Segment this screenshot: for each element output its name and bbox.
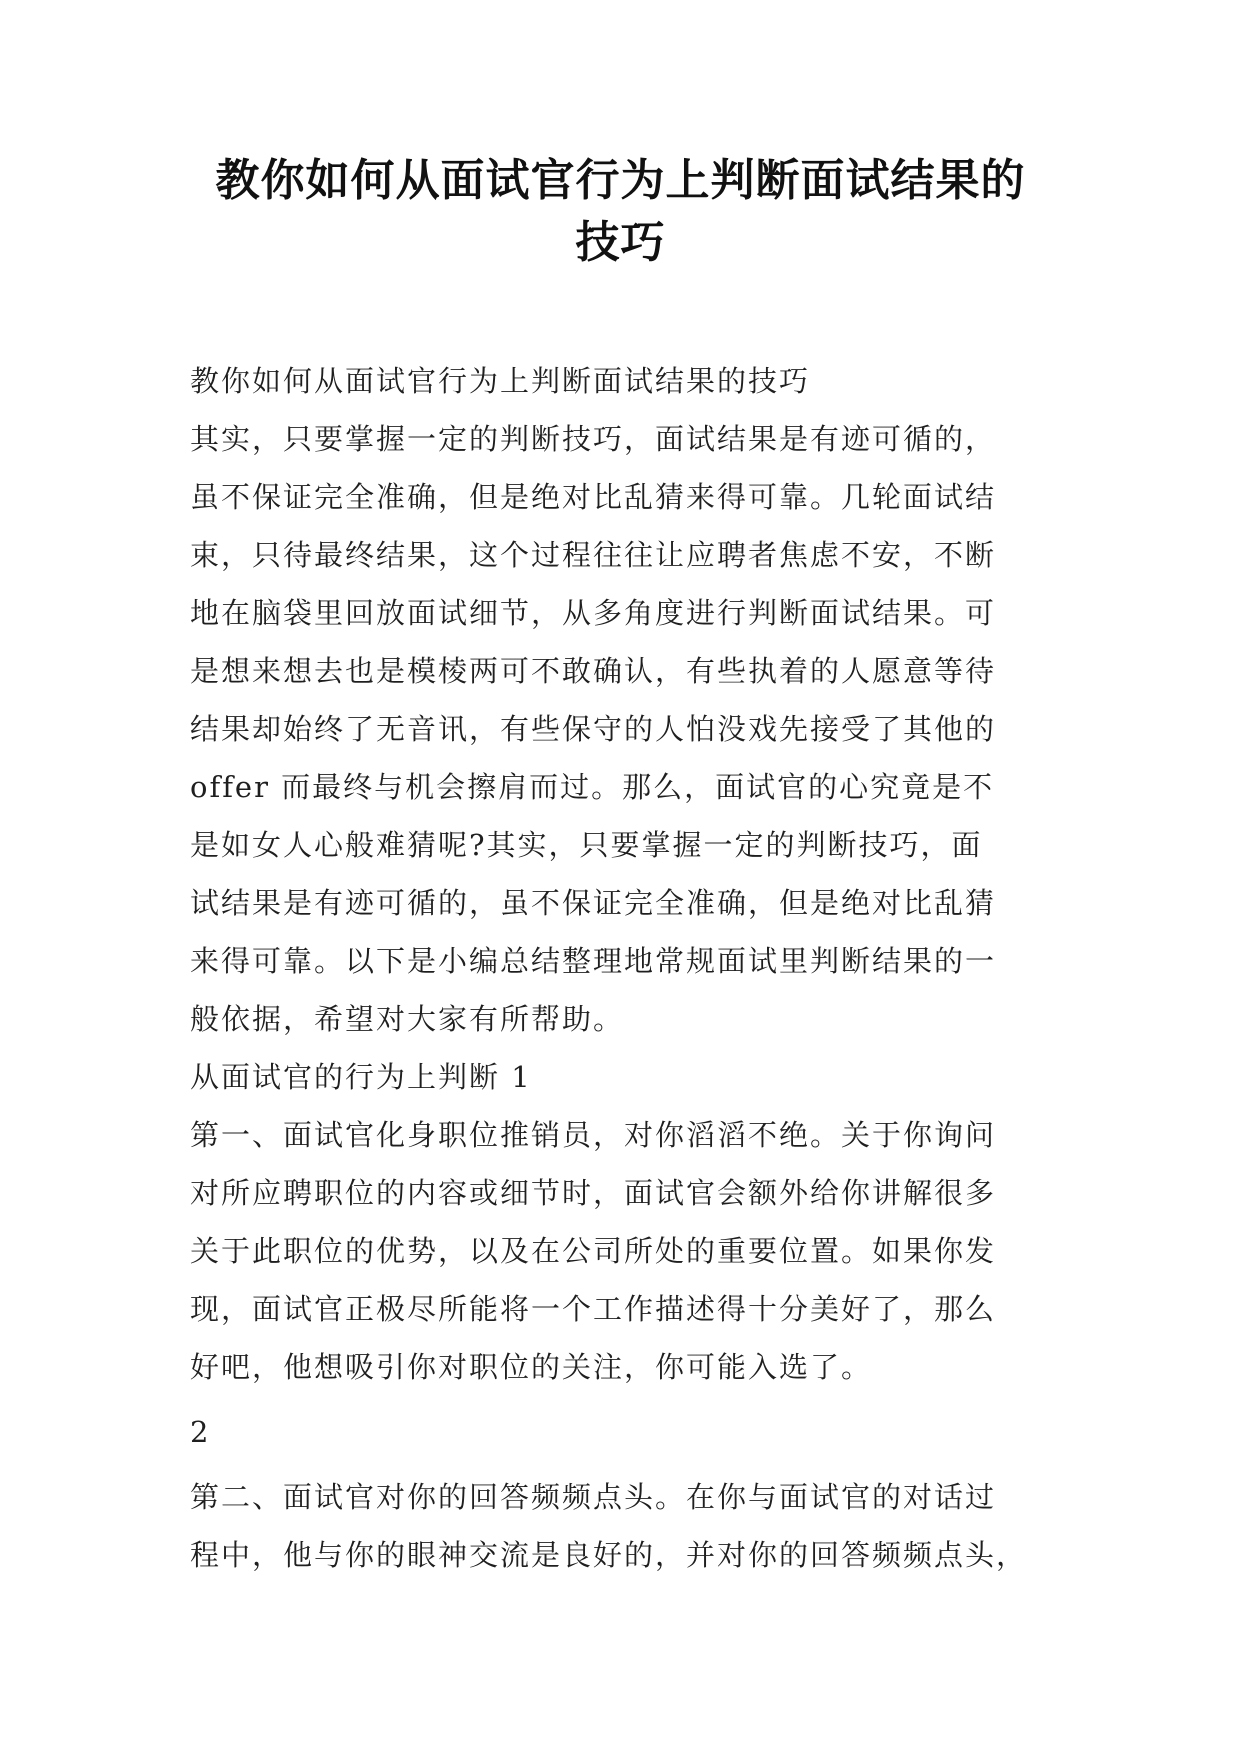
paragraph-line: 程中，他与你的眼神交流是良好的，并对你的回答频频点头， [190, 1538, 1028, 1572]
paragraph-line: 关于此职位的优势，以及在公司所处的重要位置。如果你发 [190, 1234, 997, 1268]
paragraph-line: 好吧，他想吸引你对职位的关注，你可能入选了。 [190, 1350, 873, 1384]
document-body [190, 352, 1070, 1584]
section-heading: 从面试官的行为上判断 1 [190, 1060, 532, 1094]
paragraph-line: 地在脑袋里回放面试细节，从多角度进行判断面试结果。可 [190, 596, 997, 630]
paragraph-line: 是如女人心般难猜呢?其实，只要掌握一定的判断技巧，面 [190, 828, 983, 862]
paragraph-line: 是想来想去也是模棱两可不敢确认，有些执着的人愿意等待 [190, 654, 997, 688]
paragraph-line: 虽不保证完全准确，但是绝对比乱猜来得可靠。几轮面试结 [190, 480, 997, 514]
paragraph-line: offer 而最终与机会擦肩而过。那么，面试官的心究竟是不 [190, 770, 995, 804]
document-title [0, 150, 1241, 274]
paragraph-line: 其实，只要掌握一定的判断技巧，面试结果是有迹可循的， [190, 422, 997, 456]
paragraph-line: 第二、面试官对你的回答频频点头。在你与面试官的对话过 [190, 1480, 997, 1514]
title-line-2: 技巧 [575, 217, 666, 268]
paragraph-gap [190, 1461, 1070, 1468]
paragraph-gap [190, 1396, 1070, 1403]
paragraph-line: 来得可靠。以下是小编总结整理地常规面试里判断结果的一 [190, 944, 997, 978]
paragraph-line: 结果却始终了无音讯，有些保守的人怕没戏先接受了其他的 [190, 712, 997, 746]
paragraph-line: 第一、面试官化身职位推销员，对你滔滔不绝。关于你询问 [190, 1118, 997, 1152]
title-line-1: 教你如何从面试官行为上判断面试结果的 [215, 155, 1026, 206]
paragraph-line: 束，只待最终结果，这个过程往往让应聘者焦虑不安，不断 [190, 538, 997, 572]
section-number: 2 [190, 1415, 211, 1449]
paragraph-line: 试结果是有迹可循的，虽不保证完全准确，但是绝对比乱猜 [190, 886, 997, 920]
paragraph-line: 对所应聘职位的内容或细节时，面试官会额外给你讲解很多 [190, 1176, 997, 1210]
paragraph-line: 般依据，希望对大家有所帮助。 [190, 1002, 625, 1036]
subtitle-line: 教你如何从面试官行为上判断面试结果的技巧 [190, 364, 811, 398]
paragraph-line: 现，面试官正极尽所能将一个工作描述得十分美好了，那么 [190, 1292, 997, 1326]
